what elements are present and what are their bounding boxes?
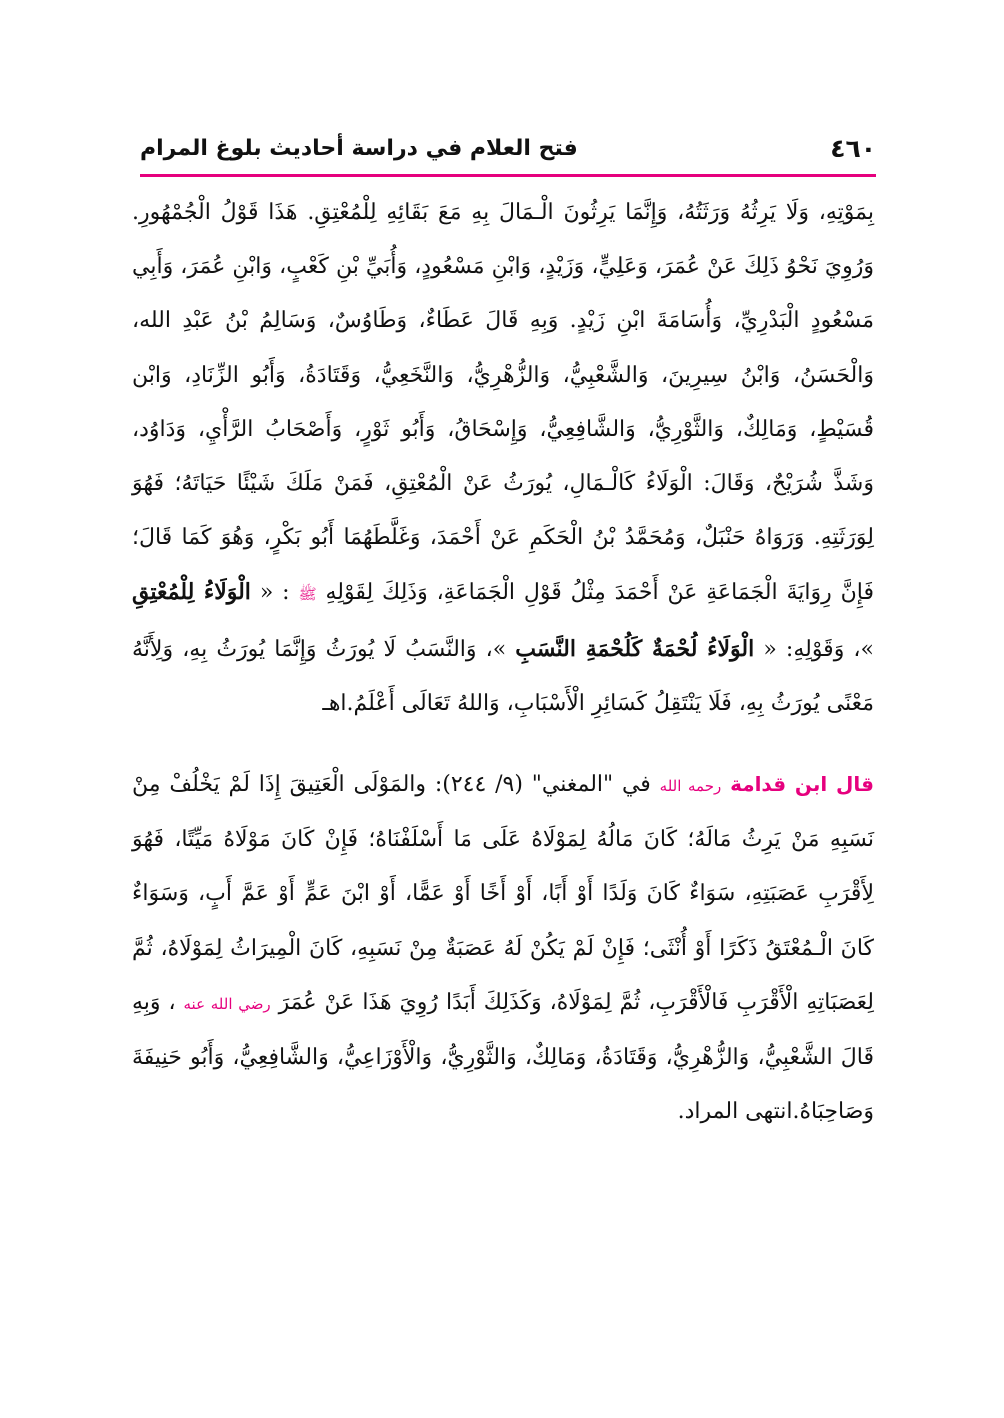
header-divider [140, 174, 876, 177]
paragraph-2-text-a: في "المغني" (٩/ ٢٤٤): والمَوْلَى الْعَتِيقَ إِذَا لَمْ يَخْلُفْ مِنْ نَسَبِهِ مَنْ يَرِثُ مَالَهُ؛ كَانَ مَالُهُ لِمَوْلَاهُ عَلَى مَا أَسْلَفْنَاهُ؛ فَإِنْ كَانَ مَوْلَاهُ مَيِّتًا، فَهُوَ لِأَقْرَبِ عَصَبَتِهِ، سَوَاءٌ كَانَ وَلَدًا أَوْ أَبًا، أَوْ أَخًا أَوْ عَمًّا، أَوْ ابْنَ عَمٍّ أَوْ عَمَّ أَبٍ، وَسَوَاءٌ كَانَ الْـمُعْتَقُ ذَكَرًا أَوْ أُنْثَى؛ فَإِنْ لَمْ يَكُنْ لَهُ عَصَبَةٌ مِنْ نَسَبِهِ، كَانَ الْمِيرَاثُ لِمَوْلَاهُ، ثُمَّ لِعَصَبَاتِهِ الْأَقْرَبِ فَالْأَقْرَبِ، ثُمَّ لِمَوْلَاهُ، وَكَذَلِكَ أَبَدًا رُوِيَ هَذَا عَنْ عُمَرَ [132, 772, 875, 1015]
book-title: فتح العلام في دراسة أحاديث بلوغ المرام [140, 135, 578, 161]
paragraph-1-text-d: »، وَالنَّسَبُ لَا يُورَثُ وَإِنَّمَا يُورَثُ بِهِ، وَلِأَنَّهُ مَعْنًى يُورَثُ بِهِ، فَلَا يَنْتَقِلُ كَسَائِرِ الْأَسْبَابِ، وَاللهُ تَعَالَى أَعْلَمُ.اهـ [132, 636, 874, 716]
paragraph-1-text-a: بِمَوْتِهِ، وَلَا يَرِثُهُ وَرَثَتُهُ، وَإِنَّمَا يَرِثُونَ الْـمَالَ بِهِ مَعَ بَقَائِهِ لِلْمُعْتِقِ. هَذَا قَوْلُ الْجُمْهُورِ. وَرُوِيَ نَحْوُ ذَلِكَ عَنْ عُمَرَ، وَعَلِيٍّ، وَزَيْدٍ، وَابْنِ مَسْعُودٍ، وَأُبَيِّ بْنِ كَعْبٍ، وَابْنِ عُمَرَ، وَأَبِي مَسْعُودٍ الْبَدْرِيِّ، وَأُسَامَةَ ابْنِ زَيْدٍ. وَبِهِ قَالَ عَطَاءٌ، وَطَاوُسٌ، وَسَالِمُ بْنُ عَبْدِ الله، وَالْحَسَنُ، وَابْنُ سِيرِينَ، وَالشَّعْبِيُّ، وَالزُّهْرِيُّ، وَالنَّخَعِيُّ، وَقَتَادَةُ، وَأَبُو الزِّنَادِ، وَابْن قُسَيْطٍ، وَمَالِكٌ، وَالثَّوْرِيُّ، وَالشَّافِعِيُّ، وَإِسْحَاقُ، وَأَبُو ثَوْرٍ، وَأَصْحَابُ الرَّأْيِ، وَدَاوُد، وَشَذَّ شُرَيْحٌ، وَقَالَ: الْوَلَاءُ كَالْـمَالِ، يُورَثُ عَنْ الْمُعْتِقِ، فَمَنْ مَلَكَ شَيْئًا حَيَاتَهُ؛ فَهُوَ لِوَرَثَتِهِ. وَرَوَاهُ حَنْبَلٌ، وَمُحَمَّدُ بْنُ الْحَكَمِ عَنْ أَحْمَدَ، وَغَلَّطَهُمَا أَبُو بَكْرٍ، وَهُوَ كَمَا قَالَ؛ فَإِنَّ رِوَايَةَ الْجَمَاعَةِ عَنْ أَحْمَدَ مِثْلُ قَوْلِ الْجَمَاعَةِ، وَذَلِكَ لِقَوْلِهِ [132, 200, 875, 606]
paragraph-1-text-c: »، وَقَوْلِهِ: « [763, 636, 874, 662]
companion-honorific: رضي الله عنه [183, 994, 271, 1013]
page-body [132, 186, 874, 1139]
paragraph-2 [132, 757, 874, 1139]
scholar-citation-lead: قال ابن قدامة [730, 772, 874, 797]
hadith-quote-1: الْوَلَاءُ لِلْمُعْتِقِ [132, 579, 251, 606]
prophet-honorific: ﷺ [298, 585, 317, 604]
scholar-honorific: رحمه الله [659, 777, 722, 796]
page-number: ٤٦٠ [830, 133, 876, 163]
page-header [140, 124, 876, 172]
paragraph-1-text-b: : « [259, 580, 290, 606]
paragraph-2-text-b: ، وَبِهِ قَالَ الشَّعْبِيُّ، وَالزُّهْرِيُّ، وَقَتَادَةُ، وَمَالِكٌ، وَالثَّوْرِيُّ، وَالْأَوْزَاعِيُّ، وَالشَّافِعِيُّ، وَأَبُو حَنِيفَةَ وَصَاحِبَاهُ.انتهى المراد. [132, 989, 874, 1125]
paragraph-1 [132, 186, 874, 731]
hadith-quote-2: الْوَلَاءُ لُحْمَةٌ كَلُحْمَةِ النَّسَبِ [515, 635, 755, 662]
